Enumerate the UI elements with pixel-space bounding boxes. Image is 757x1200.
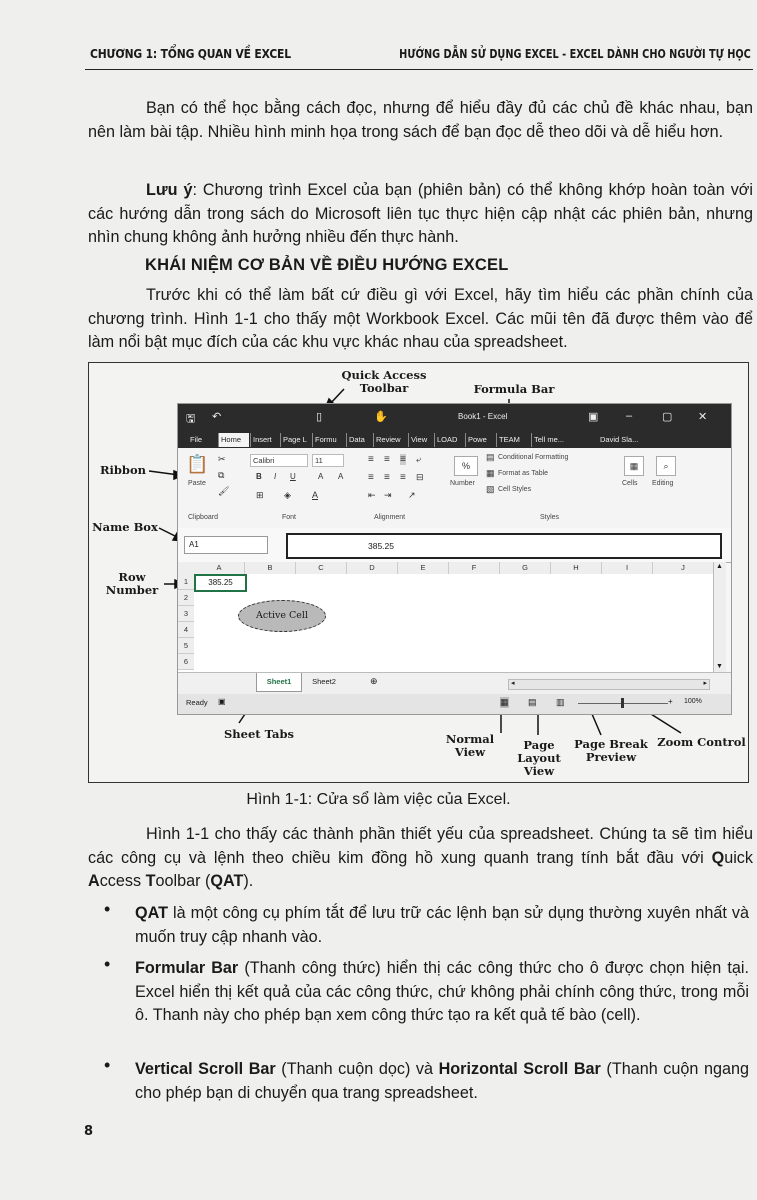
select-all-corner[interactable] [178, 562, 195, 574]
tab-home[interactable]: Home [218, 433, 249, 447]
zoom-in-icon[interactable]: + [668, 697, 673, 706]
column-header-b[interactable]: B [245, 562, 296, 574]
header-rule [85, 69, 753, 70]
tab-load[interactable]: LOAD [434, 433, 457, 447]
normal-view-icon[interactable]: ▦ [500, 697, 509, 707]
tab-formulas[interactable]: Formu [312, 433, 337, 447]
undo-icon[interactable]: ↶ [212, 411, 222, 423]
paste-icon[interactable]: 📋 [186, 454, 209, 474]
touch-mode-icon[interactable]: ✋ [374, 411, 388, 423]
bullet-qat-marker: • [104, 899, 111, 919]
cells-button[interactable]: Cells [622, 480, 638, 487]
overview-text: Hình 1-1 cho thấy các thành phần thiết yếu của spreadsheet. Chúng ta sẽ tìm hiểu các công cụ và lệnh theo chiều kim đồng hồ xung quanh trang tính bắt đầu với [88, 825, 753, 867]
bold-icon[interactable]: B [256, 472, 262, 481]
overview-q: Q [711, 848, 725, 867]
status-bar [178, 694, 731, 714]
row-header-2[interactable]: 2 [178, 590, 194, 606]
column-header-f[interactable]: F [449, 562, 500, 574]
bullet-scroll-marker: • [104, 1055, 111, 1075]
editing-search-icon[interactable]: ⌕ [656, 456, 676, 476]
overview-qat: QAT [210, 872, 244, 890]
window-title: Book1 - Excel [458, 412, 508, 421]
bullet-scroll-bars [135, 1058, 749, 1105]
annotation-zoom-control: Zoom Control [657, 735, 746, 749]
minimize-icon[interactable]: – [626, 410, 633, 422]
title-bar [178, 404, 731, 430]
zoom-level[interactable]: 100% [684, 698, 702, 705]
row-header-5[interactable]: 5 [178, 638, 194, 654]
align-left-icon[interactable]: ≡ [368, 472, 374, 483]
tab-insert[interactable]: Insert [250, 433, 272, 447]
paste-label: Paste [188, 480, 206, 487]
excel-window [177, 403, 732, 715]
align-bottom-icon[interactable]: ≡ [400, 454, 406, 465]
align-center-icon[interactable]: ≡ [384, 472, 390, 483]
cells-icon[interactable]: ▦ [624, 456, 644, 476]
horizontal-scroll-bar[interactable] [508, 679, 710, 690]
underline-icon[interactable]: U [290, 472, 296, 481]
increase-indent-icon[interactable]: ⇥ [384, 490, 392, 500]
copy-icon[interactable]: ⧉ [218, 470, 225, 480]
bullet-formula-bar [135, 957, 749, 1028]
column-header-c[interactable]: C [296, 562, 347, 574]
user-account[interactable]: David Sla... [600, 435, 639, 444]
column-header-g[interactable]: G [500, 562, 551, 574]
formula-bar-row [178, 528, 731, 563]
add-sheet-icon[interactable]: ⊕ [370, 676, 378, 686]
fill-color-icon[interactable]: ◈ [284, 490, 291, 500]
overview-end: ). [243, 872, 254, 890]
wrap-text-icon[interactable]: ⤶ [416, 454, 422, 464]
cell-styles-icon[interactable]: ▧ [486, 484, 495, 494]
bullet-formula-marker: • [104, 954, 111, 974]
align-right-icon[interactable]: ≡ [400, 472, 406, 483]
annotation-formula-bar: Formula Bar [473, 382, 555, 396]
page-number: 8 [84, 1124, 94, 1139]
format-as-table-icon[interactable]: ▦ [486, 468, 495, 478]
bullet-qat-text: là một công cụ phím tắt để lưu trữ các lệnh bạn sử dụng thường xuyên nhất và muốn truy cập nhanh vào. [135, 904, 749, 946]
name-box[interactable]: A1 [184, 536, 268, 554]
vertical-scroll-bar[interactable] [713, 562, 726, 672]
column-header-h[interactable]: H [551, 562, 602, 574]
italic-icon[interactable]: I [274, 472, 277, 481]
note-label: Lưu ý [146, 181, 193, 199]
number-format-icon[interactable]: % [454, 456, 478, 476]
column-header-e[interactable]: E [398, 562, 449, 574]
group-styles: Styles [540, 514, 560, 521]
group-clipboard: Clipboard [188, 514, 218, 521]
row-header-3[interactable]: 3 [178, 606, 194, 622]
annotation-name-box: Name Box [92, 520, 158, 534]
sheet-tab-sheet1[interactable]: Sheet1 [256, 673, 302, 692]
overview-ccess: ccess [99, 872, 146, 890]
annotation-qat: Quick Access Toolbar [341, 368, 427, 395]
ribbon-tabs [178, 430, 731, 448]
font-name-select[interactable]: Calibri [250, 454, 308, 467]
paragraph-note [88, 179, 753, 250]
scroll-left-icon[interactable]: ◂ [511, 680, 515, 687]
status-ready: Ready [186, 698, 208, 707]
overview-uick: uick [724, 848, 753, 867]
format-painter-icon[interactable]: 🖌 [218, 486, 230, 496]
font-size-select[interactable]: 11 [312, 454, 344, 467]
decrease-indent-icon[interactable]: ⇤ [368, 490, 376, 500]
bullet-qat [135, 902, 749, 949]
page-break-preview-icon[interactable]: ▥ [556, 697, 565, 707]
annotation-page-layout-view: Page Layout View [517, 738, 561, 778]
bullet-formula-term: Formular Bar [135, 959, 239, 977]
paragraph-overview [88, 823, 753, 894]
sheet-tab-sheet2[interactable]: Sheet2 [312, 677, 336, 686]
macro-record-icon[interactable]: ▣ [218, 697, 226, 706]
tab-review[interactable]: Review [373, 433, 401, 447]
zoom-slider[interactable] [578, 703, 668, 704]
row-header-6[interactable]: 6 [178, 654, 194, 670]
figure-excel-window [88, 362, 749, 783]
row-header-4[interactable]: 4 [178, 622, 194, 638]
sheet-tab-bar [178, 672, 731, 695]
running-header [0, 46, 757, 68]
tab-file[interactable]: File [190, 435, 203, 444]
annotation-ribbon: Ribbon [99, 463, 147, 477]
new-file-icon[interactable]: ▯ [316, 411, 323, 423]
note-text: : Chương trình Excel của bạn (phiên bản) có thể không khớp hoàn toàn với các hướng dẫn trong sách do Microsoft liên tục thực hiện cập nhật các phiên bản, nhưng nhìn chung không ảnh hưởng nhiều đến thực hành. [88, 181, 753, 246]
tab-data[interactable]: Data [346, 433, 365, 447]
formula-bar[interactable] [286, 533, 722, 559]
row-header-1[interactable]: 1 [178, 574, 194, 590]
merge-center-icon[interactable]: ⊟ [416, 472, 424, 482]
editing-button[interactable]: Editing [652, 480, 674, 487]
column-header-i[interactable]: I [602, 562, 653, 574]
active-cell-callout: Active Cell [238, 600, 326, 632]
borders-icon[interactable]: ⊞ [256, 490, 264, 500]
zoom-slider-thumb[interactable] [621, 698, 624, 708]
bullet-hscroll-term: Horizontal Scroll Bar [438, 1060, 601, 1078]
align-top-icon[interactable]: ≡ [368, 454, 374, 465]
scroll-down-icon[interactable]: ▼ [716, 663, 723, 670]
conditional-formatting-button[interactable]: Conditional Formatting [498, 454, 569, 461]
formula-value: 385.25 [368, 541, 394, 551]
overview-a: A [88, 872, 100, 890]
header-chapter: CHƯƠNG 1: TỔNG QUAN VỀ EXCEL [90, 46, 291, 61]
bullet-formula-text: (Thanh công thức) hiển thị các công thức cho ô được chọn hiện tại. Excel hiển thị kết quả của các công thức, chứ không phải chính công thức, trong mỗi ô. Thanh này cho phép bạn xem công thức tạo ra kết quả tế bào (cell). [135, 959, 749, 1024]
shrink-font-icon[interactable]: A [338, 472, 344, 481]
font-color-icon[interactable]: A [312, 490, 319, 500]
save-icon[interactable]: 🖫 [186, 413, 196, 425]
number-group-label: Number [450, 480, 475, 487]
close-icon[interactable]: ✕ [698, 411, 708, 423]
align-middle-icon[interactable]: ≡ [384, 454, 390, 465]
annotation-page-break-preview: Page Break Preview [574, 737, 648, 764]
cell-a1[interactable]: 385.25 [194, 574, 247, 592]
overview-oolbar: oolbar ( [155, 872, 211, 890]
tab-power[interactable]: Powe [465, 433, 487, 447]
scroll-right-icon[interactable]: ▸ [703, 680, 707, 687]
ribbon [178, 448, 731, 529]
bullet-vscroll-term: Vertical Scroll Bar [135, 1060, 276, 1078]
maximize-icon[interactable]: ▢ [662, 411, 673, 423]
annotation-sheet-tabs: Sheet Tabs [223, 727, 295, 741]
tell-me-box[interactable]: Tell me... [531, 433, 564, 447]
scroll-up-icon[interactable]: ▲ [716, 563, 723, 570]
format-as-table-button[interactable]: Format as Table [498, 470, 549, 477]
header-book-title: HƯỚNG DẪN SỬ DỤNG EXCEL - EXCEL DÀNH CHO NGƯỜI TỰ HỌC [399, 46, 751, 61]
column-header-a[interactable]: A [194, 562, 245, 574]
paragraph-navigation: Trước khi có thể làm bất cứ điều gì với Excel, hãy tìm hiểu các phần chính của chương trình. Hình 1-1 cho thấy một Workbook Excel. Các mũi tên đã được thêm vào để làm nổi bật mục đích của các khu vực khác nhau của spreadsheet. [88, 286, 753, 351]
group-alignment: Alignment [374, 514, 406, 521]
section-heading: KHÁI NIỆM CƠ BẢN VỀ ĐIỀU HƯỚNG EXCEL [145, 256, 509, 274]
tab-page-layout[interactable]: Page L [280, 433, 307, 447]
worksheet-grid[interactable] [178, 562, 713, 672]
cut-icon[interactable]: ✂ [218, 454, 226, 464]
orientation-icon[interactable]: ↗ [408, 490, 416, 500]
tab-team[interactable]: TEAM [496, 433, 520, 447]
group-font: Font [282, 514, 297, 521]
cell-styles-button[interactable]: Cell Styles [498, 486, 532, 493]
bullet-scroll-text: (Thanh cuộn ngang cho phép bạn di chuyển qua trang spreadsheet. [135, 1060, 749, 1102]
bullet-scroll-mid: (Thanh cuộn dọc) và [275, 1060, 439, 1078]
conditional-formatting-icon[interactable]: ▤ [486, 452, 495, 462]
overview-t: T [145, 872, 156, 890]
page-layout-view-icon[interactable]: ▤ [528, 697, 537, 707]
annotation-row-number: Row Number [105, 570, 159, 597]
bullet-qat-term: QAT [135, 904, 168, 922]
grow-font-icon[interactable]: A [318, 472, 324, 481]
figure-caption: Hình 1-1: Cửa sổ làm việc của Excel. [246, 791, 511, 808]
tab-view[interactable]: View [408, 433, 427, 447]
ribbon-display-icon[interactable]: ▣ [588, 411, 599, 423]
annotation-normal-view: Normal View [445, 732, 495, 759]
column-header-j[interactable]: J [653, 562, 714, 574]
paragraph-intro: Bạn có thể học bằng cách đọc, nhưng để hiểu đầy đủ các chủ đề khác nhau, bạn nên làm bài tập. Nhiều hình minh họa trong sách để bạn đọc dễ theo dõi và dễ hiểu hơn. [88, 99, 753, 141]
column-header-d[interactable]: D [347, 562, 398, 574]
